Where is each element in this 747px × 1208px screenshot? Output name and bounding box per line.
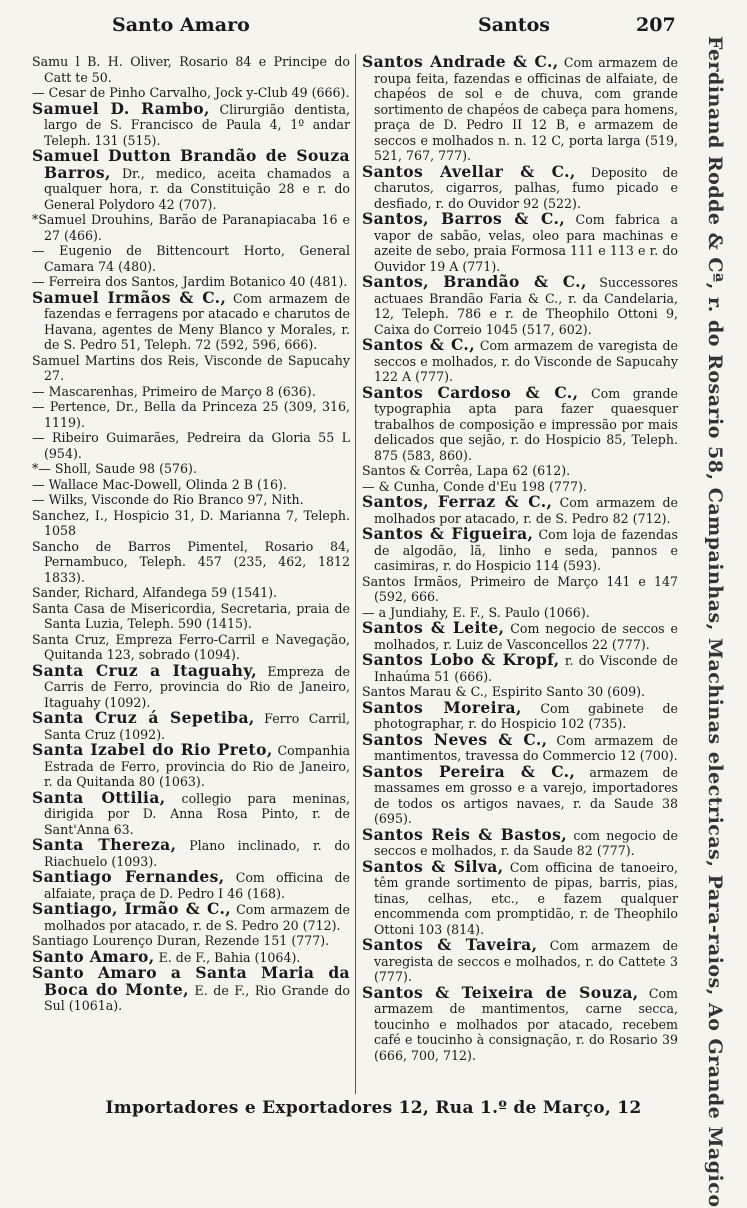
entry-details: Hospicio 31, D. Marianna 7, Teleph. 1058 [44, 507, 350, 538]
entry-details: Com gabinete de photographar, r. do Hospicio 102 (735). [374, 700, 678, 731]
entry-name: Santiago, Irmão & C., [32, 899, 232, 918]
entry-details: Rosario 84, Pernambuco, Teleph. 457 (235, 462, 1812 1833). [44, 538, 350, 585]
entry-details: Empreza de Carris de Ferro, provincia do Rio de Janeiro, Itaguahy (1092). [44, 663, 350, 710]
directory-entry [362, 761, 678, 827]
entry-details: Dr., medico, aceita chamados a qualquer hora, r. da Constituição 28 e r. do General Polydoro 42 (707). [44, 165, 350, 212]
entry-details: Rosario 84 e Principe do Catt te 50. [44, 54, 350, 85]
entry-details: Com grande typographia apta para fazer quaesquer trabalhos de composição e impressão por mais delicados que sejão, r. do Hospicio 85, Teleph. 875 (583, 860). [374, 385, 678, 463]
entry-name: Santos Reis & Bastos, [362, 824, 568, 844]
directory-entry [32, 287, 350, 353]
left-column [32, 54, 350, 1094]
directory-entry [362, 856, 678, 938]
entry-name: Sanchez, I., [32, 507, 108, 523]
entry-details: Companhia Estrada de Ferro, provincia do Rio de Janeiro, r. da Quitanda 80 (1063). [44, 743, 350, 789]
directory-entry [32, 353, 350, 384]
directory-entry [32, 710, 350, 742]
directory-entry [32, 98, 350, 149]
entry-name: — Ferreira dos Santos, [32, 274, 179, 289]
entry-name: Santos Pereira & C., [362, 761, 576, 781]
entry-details: E. F., S. Paulo (1066). [448, 604, 590, 620]
entry-name: Samu l B. H. Oliver, [32, 54, 172, 69]
directory-entry [362, 161, 678, 212]
directory-entry [32, 601, 350, 632]
entry-name: — Cesar de Pinho Carvalho, [32, 85, 212, 100]
entry-name: — Wallace Mac-Dowell, [32, 476, 182, 492]
entry-details: Barão de Paranapiacaba 16 e 27 (466). [44, 212, 350, 243]
entry-name: — Ribeiro Guimarães, [32, 430, 180, 445]
entry-details: Com negocio de seccos e molhados, r. Luiz de Vasconcellos 22 (777). [374, 621, 678, 652]
entry-details: com negocio de seccos e molhados, r. da Saude 82 (777). [374, 827, 678, 858]
entry-name: *— Sholl, [32, 461, 92, 476]
entry-name: Santiago Fernandes, [32, 867, 225, 886]
directory-entry [362, 982, 678, 1064]
directory-entry [32, 212, 350, 243]
entry-details: Visconde do Rio Branco 97, Nith. [87, 492, 304, 507]
entry-name: Santos Andrade & C., [362, 54, 559, 71]
page-header [0, 14, 747, 44]
entry-name: Santos Moreira, [362, 697, 522, 717]
entry-details: Com armazem de roupa feita, fazendas e officinas de alfaiate, de chapéos de sol e de chuva, com grande sortimento de chapéos de cabeça para homens, praça de D. Pedro II 12 B, e armazem de seccos e molhados n. n. 12 C, porta larga (519, 521, 767, 777). [374, 55, 678, 163]
entry-name: — Pertence, Dr., [32, 399, 139, 414]
entry-name: Santos & Corrêa, [362, 463, 473, 478]
entry-details: Com loja de fazendas de algodão, lã, linho e seda, pannos e casimiras, r. do Hospicio 114 (593). [374, 527, 678, 573]
directory-entry [362, 54, 678, 164]
entry-details: Bella da Princeza 25 (309, 316, 1119). [44, 399, 350, 430]
entry-details: Lapa 62 (612). [472, 463, 571, 478]
entry-details: r. do Visconde de Inhaúma 51 (666). [374, 653, 678, 684]
entry-details: Visconde de Sapucahy 27. [44, 352, 350, 383]
entry-name: Sancho de Barros Pimentel, [32, 538, 248, 554]
directory-entry [362, 697, 678, 732]
directory-entry [32, 539, 350, 586]
entry-details: Com armazem de varegista de seccos e molhados, r. do Cattete 3 (777). [374, 938, 678, 984]
entry-name: Samuel Martins dos Reis, [32, 352, 200, 368]
page-number: 207 [636, 14, 676, 36]
directory-entry [32, 243, 350, 274]
entry-name: Santa Cruz á Sepetiba, [32, 708, 255, 727]
entry-name: Santos & Leite, [362, 618, 505, 637]
directory-entry [32, 660, 350, 711]
entry-details: Pedreira da Gloria 55 L (954). [44, 430, 350, 461]
directory-entry [32, 869, 350, 901]
entry-details: Olinda 2 B (16). [181, 476, 287, 492]
entry-details: Successores actuaes Brandão Faria & C., r. da Candelaria, 12, Teleph. 786 e r. de Theophilo Ottoni 9, Caixa do Correio 1045 (517, 602). [374, 275, 678, 337]
entry-name: Santos Lobo & Kropf, [362, 650, 560, 669]
entry-details: Com armazem de fazendas e ferragens por atacado e charutos de Havana, agentes de Meny Blanco y Morales, r. de S. Pedro 51, Teleph. 72 (592, 596, 666). [44, 290, 350, 352]
entry-name: Santa Izabel do Rio Preto, [32, 740, 273, 759]
entry-name: — Wilks, [32, 492, 88, 507]
entry-details: collegio para meninas, dirigida por D. Anna Rosa Pinto, r. de Sant'Anna 63. [44, 790, 350, 837]
directory-entry [32, 787, 350, 838]
page-footer: Importadores e Exportadores 12, Rua 1.º de Março, 12 [105, 1098, 642, 1118]
directory-entry [32, 430, 350, 461]
entry-name: Santos, Ferraz & C., [362, 492, 553, 511]
directory-entry [362, 937, 678, 985]
directory-entry [32, 148, 350, 212]
entry-details: Conde d'Eu 198 (777). [439, 478, 587, 494]
directory-entry [32, 965, 350, 1014]
directory-entry [362, 526, 678, 574]
entry-name: Santos & Taveira, [362, 935, 538, 954]
directory-entry [362, 620, 678, 652]
entry-details: Com armazem de varegista de seccos e molhados, r. do Visconde de Sapucahy 122 A (777). [374, 338, 678, 384]
entry-name: Santos, Barros & C., [362, 209, 566, 228]
entry-name: — a Jundiahy, [362, 604, 449, 620]
column-divider [355, 54, 356, 1094]
entry-name: Samuel Dutton Brandão de Souza Barros, [32, 146, 350, 182]
entry-name: Samuel D. Rambo, [32, 98, 210, 118]
entry-details: Com fabrica a vapor de sabão, velas, oleo para machinas e azeite de sebo, praia Formosa 111 e 113 e r. do Ouvidor 19 A (771). [374, 212, 678, 274]
entry-details: Clirurgião dentista, largo de S. Francisco de Paula 4, 1º andar Teleph. 131 (515). [44, 101, 350, 148]
directory-entry [32, 477, 350, 493]
entry-details: E. de F., Rio Grande do Sul (1061a). [44, 982, 350, 1013]
entry-details: Saude 98 (576). [91, 461, 197, 476]
directory-entry [362, 382, 678, 464]
entry-details: Primeiro de Março 141 e 147 (592, 666. [374, 573, 678, 604]
directory-entry [362, 574, 678, 605]
directory-entry [362, 211, 678, 274]
entry-name: *Samuel Drouhins, [32, 212, 154, 227]
entry-name: Santos Irmãos, [362, 573, 462, 589]
running-head-center: Santos [478, 14, 550, 36]
directory-entry [32, 632, 350, 663]
entry-name: Santa Cruz, [32, 631, 110, 647]
entry-details: Primeiro de Março 8 (636). [137, 383, 316, 399]
entry-name: Santos & Teixeira de Souza, [362, 982, 639, 1002]
entry-details: Com armazem de mantimentos, travessa do Commercio 12 (700). [374, 732, 678, 763]
entry-name: Santo Amaro a Santa Maria da Boca do Monte, [32, 963, 350, 999]
entry-details: Com officina de tanoeiro, têm grande sortimento de pipas, barris, pias, tinas, celhas, etc., e fazem qualquer encommenda com promptidão, r. de Theophilo Ottoni 103 (814). [374, 859, 678, 937]
entry-name: Santa Casa de Misericordia, [32, 600, 216, 616]
directory-entry [362, 463, 678, 479]
entry-details: Com armazem de molhados por atacado, r. de S. Pedro 82 (712). [374, 495, 678, 526]
directory-entry [362, 337, 678, 385]
side-banner [686, 36, 742, 1208]
entry-name: Santos Marau & C., [362, 684, 488, 699]
entry-name: — & Cunha, [362, 478, 440, 494]
entry-details: Secretaria, praia de Santa Luzia, Teleph. 590 (1415). [44, 600, 350, 631]
entry-name: Santa Ottilia, [32, 787, 166, 807]
entry-name: Samuel Irmãos & C., [32, 287, 227, 307]
entry-details: General Camara 74 (480). [44, 243, 350, 274]
entry-name: Santos Neves & C., [362, 729, 548, 749]
entry-name: Santo Amaro, [32, 946, 155, 966]
entry-details: Espirito Santo 30 (609). [487, 684, 646, 699]
entry-details: Com armazem de mantimentos, carne secca, toucinho e molhados por atacado, recebem café e toucinho à consignação, r. do Rosario 39 (666, 700, 712). [374, 985, 678, 1063]
running-head-left: Santo Amaro [112, 14, 250, 36]
entry-details: Jardim Botanico 40 (481). [178, 274, 348, 289]
entry-name: Santa Thereza, [32, 835, 177, 854]
entry-details: Ferro Carril, Santa Cruz (1092). [44, 711, 350, 742]
directory-entry [32, 837, 350, 869]
directory-entry [362, 729, 678, 764]
entry-name: — Eugenio de Bittencourt Horto, [32, 243, 285, 258]
entry-name: Santiago Lourenço Duran, [32, 933, 201, 948]
entry-name: Santos Cardoso & C., [362, 382, 579, 402]
right-column [362, 54, 678, 1094]
directory-entry [32, 461, 350, 477]
directory-entry [32, 585, 350, 601]
entry-details: Rezende 151 (777). [200, 933, 330, 948]
entry-details: Plano inclinado, r. do Riachuelo (1093). [44, 838, 350, 869]
entry-name: Santos & C., [362, 335, 475, 354]
entry-name: Santos & Silva, [362, 856, 504, 876]
directory-entry [32, 384, 350, 400]
entry-details: Com armazem de molhados por atacado, r. de S. Pedro 20 (712). [44, 902, 350, 933]
entry-details: Alfandega 59 (1541). [138, 585, 278, 600]
entry-name: Santos & Figueira, [362, 524, 534, 543]
directory-entry [362, 652, 678, 684]
directory-entry [362, 274, 678, 337]
entry-details: Deposito de charutos, cigarros, palhas, fumo picado e desfiado, r. do Ouvidor 92 (522). [374, 164, 678, 211]
directory-entry [32, 492, 350, 508]
entry-name: Santos Avellar & C., [362, 161, 576, 181]
directory-entry [362, 824, 678, 859]
directory-entry [32, 742, 350, 790]
entry-name: Sander, Richard, [32, 585, 139, 600]
entry-name: Santos, Brandão & C., [362, 272, 587, 291]
directory-entry [362, 494, 678, 526]
directory-entry [32, 54, 350, 85]
entry-details: Com officina de alfaiate, praça de D. Pedro I 46 (168). [44, 870, 350, 901]
entry-details: Jock y-Club 49 (666). [211, 85, 350, 100]
directory-entry [32, 399, 350, 430]
entry-name: — Mascarenhas, [32, 383, 138, 399]
entry-name: Santa Cruz a Itaguahy, [32, 660, 258, 680]
side-banner-text: Ferdinand Rodde & Cª, r. do Rosario 58, Campainhas, Machinas electricas, Para-raios, Ao Grande Magico [704, 36, 726, 1208]
entry-details: Empreza Ferro-Carril e Navegação, Quitanda 123, sobrado (1094). [44, 631, 350, 662]
directory-entry [32, 901, 350, 933]
entry-details: armazem de massames em grosso e a varejo, importadores de todos os artigos navaes, r. da Saude 38 (695). [374, 764, 678, 826]
directory-entry [32, 508, 350, 539]
entry-details: E. de F., Bahia (1064). [154, 949, 301, 965]
